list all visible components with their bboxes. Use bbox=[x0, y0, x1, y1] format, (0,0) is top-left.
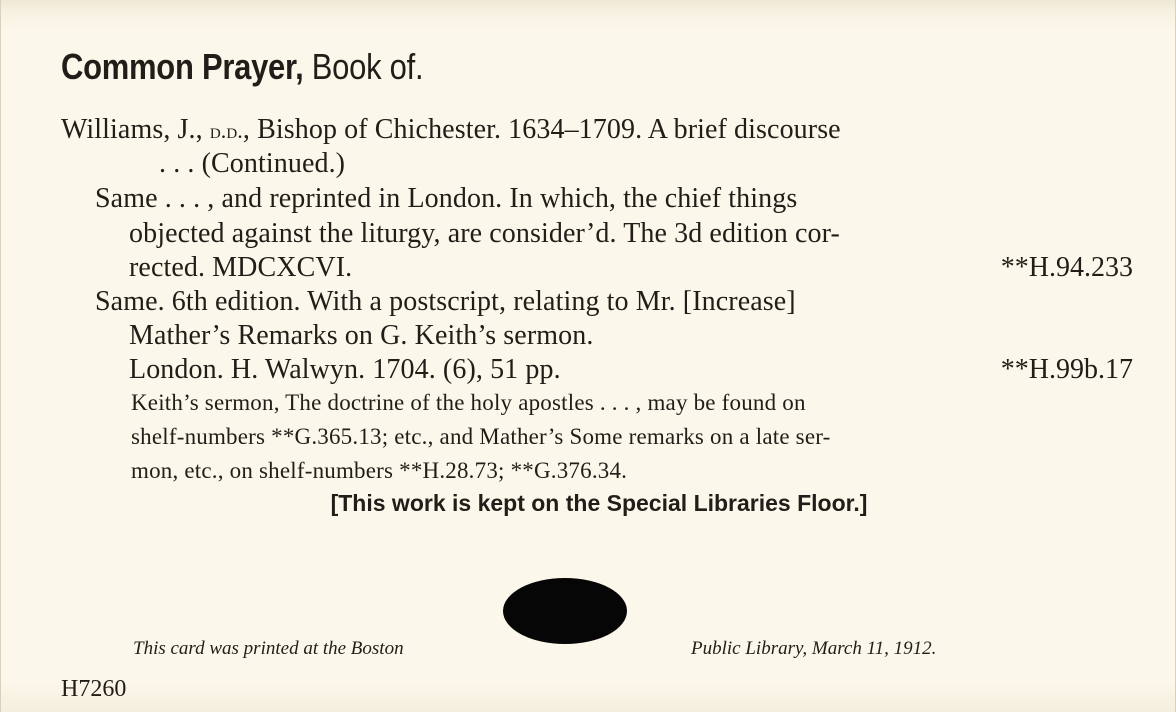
shelf-number-2: **H.99b.17 bbox=[1000, 354, 1133, 385]
note-line-2: shelf-numbers **G.365.13; etc., and Mather’s Some remarks on a late ser- bbox=[131, 424, 831, 449]
author-name: Williams, J., bbox=[61, 114, 210, 145]
location-notice: [This work is kept on the Special Libraries Floor.] bbox=[330, 490, 868, 516]
same-entry-2-line-2: Mather’s Remarks on G. Keith’s sermon. bbox=[129, 320, 594, 351]
note-line-3: mon, etc., on shelf-numbers **H.28.73; **G.376.34. bbox=[131, 458, 628, 483]
author-title: , Bishop of Chichester. 1634–1709. A brief discourse bbox=[242, 114, 841, 145]
same-entry-2-line-1: Same. 6th edition. With a postscript, relating to Mr. [Increase] bbox=[95, 286, 796, 317]
card-call-number: H7260 bbox=[61, 676, 127, 702]
same-entry-1-line-1: Same . . . , and reprinted in London. In which, the chief things bbox=[95, 183, 798, 214]
printed-note-left: This card was printed at the Boston bbox=[133, 638, 404, 659]
shelf-number-1: **H.94.233 bbox=[1000, 252, 1133, 283]
entry-continued: . . . (Continued.) bbox=[159, 148, 346, 179]
entry-author-line bbox=[61, 114, 841, 146]
subject-heading bbox=[61, 46, 423, 88]
punch-hole bbox=[503, 578, 627, 644]
subject-heading-main: Common Prayer, bbox=[61, 46, 304, 87]
note-line-1: Keith’s sermon, The doctrine of the holy apostles . . . , may be found on bbox=[131, 390, 806, 415]
same-entry-1-line-3: rected. MDCXCVI. bbox=[129, 252, 353, 283]
same-entry-2-line-3: London. H. Walwyn. 1704. (6), 51 pp. bbox=[129, 354, 561, 385]
subject-heading-sub: Book of. bbox=[311, 46, 424, 87]
printed-note-right: Public Library, March 11, 1912. bbox=[691, 638, 937, 659]
author-degree: d.d. bbox=[209, 118, 243, 143]
same-entry-1-line-2: objected against the liturgy, are consider’d. The 3d edition cor- bbox=[129, 218, 840, 249]
